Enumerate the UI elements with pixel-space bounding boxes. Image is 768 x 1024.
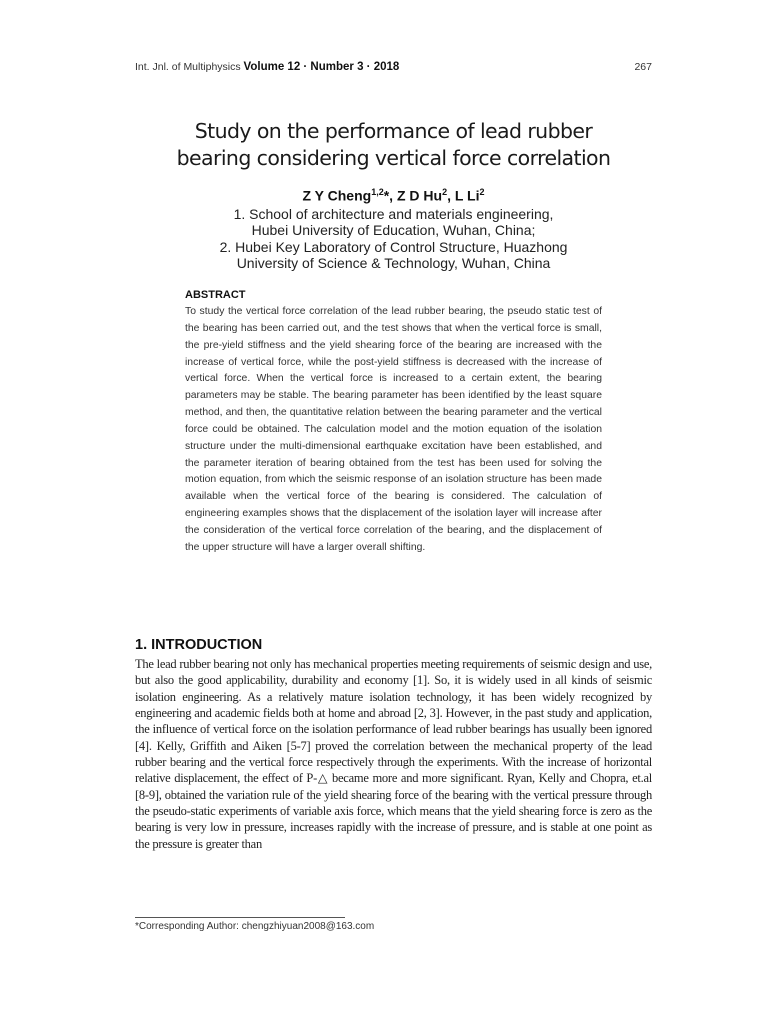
paper-title bbox=[135, 118, 652, 172]
author-2: Z D Hu bbox=[396, 187, 443, 204]
affiliation-line: Hubei University of Education, Wuhan, China; bbox=[251, 222, 536, 238]
affiliation-line: 2. Hubei Key Laboratory of Control Structure, Huazhong bbox=[219, 239, 568, 255]
author-2-affil: 2 bbox=[442, 187, 448, 197]
author-list bbox=[135, 187, 652, 204]
journal-volume: Volume 12 · Number 3 · 2018 bbox=[243, 61, 400, 73]
footnote-divider bbox=[135, 917, 345, 918]
section-heading-introduction: 1. INTRODUCTION bbox=[135, 637, 263, 653]
author-3: L Li bbox=[454, 187, 480, 204]
affiliation-line: University of Science & Technology, Wuhan, China bbox=[236, 255, 551, 271]
page-number: 267 bbox=[634, 61, 652, 73]
introduction-text: The lead rubber bearing not only has mechanical properties meeting requirements of seismic design and use, but also the good applicability, durability and economy [1]. So, it is widely used in all kinds of seismic isolation engineering. As a relatively mature isolation technology, it has been widely recognized by engineering and academic fields both at home and abroad [2, 3]. However, in the past study and application, the influence of vertical force on the isolation performance of lead rubber bearings has usually been ignored [4]. Kelly, Griffith and Aiken [5-7] proved the correlation between the mechanical property of the lead rubber bearing and the vertical force respectively through the experiments. With the increase of horizontal relative displacement, the effect of P-△ became more and more significant. Ryan, Kelly and Chopra, et.al [8-9], obtained the variation rule of the yield shearing force of the bearing with the vertical pressure through the pseudo-static experiments of variable axis force, which means that the yield shearing force is zero as the bearing is very low in pressure, increases rapidly with the increase of pressure, and is stable at one point as the pressure is greater than bbox=[135, 657, 652, 851]
title-line-2: bearing considering vertical force correlation bbox=[176, 146, 611, 170]
corresponding-author-footnote: *Corresponding Author: chengzhiyuan2008@163.com bbox=[135, 921, 375, 932]
author-separator: , bbox=[447, 187, 455, 204]
affiliation-line: 1. School of architecture and materials engineering, bbox=[233, 206, 554, 222]
author-1: Z Y Cheng bbox=[302, 187, 372, 204]
author-3-affil: 2 bbox=[479, 187, 485, 197]
abstract-heading: ABSTRACT bbox=[185, 289, 246, 301]
author-1-affil: 1,2 bbox=[371, 187, 384, 197]
running-header bbox=[135, 60, 652, 76]
title-line-1: Study on the performance of lead rubber bbox=[194, 119, 593, 143]
abstract-text: To study the vertical force correlation of the lead rubber bearing, the pseudo static test of the bearing has been carried out, and the test shows that when the vertical force is small, the pre-yield stiffness and the yield shearing force of the bearing are increased with the increase of vertical force, while the post-yield stiffness is decreased with the increase of vertical force. When the vertical force is increased to a certain extent, the bearing parameters may be stable. The bearing parameter has been identified by the least square method, and then, the quantitative relation between the bearing parameter and the vertical force could be obtained. The calculation model and the motion equation of the isolation structure under the multi-dimensional earthquake excitation have been established, and the parameter iteration of bearing obtained from the test has been used for solving the motion equation, from which the seismic response of an isolation structure has been made available when the vertical force of the bearing is considered. The calculation of engineering examples shows that the displacement of the isolation layer will increase after the consideration of the vertical force correlation of the bearing, and the displacement of the upper structure will have a larger overall shifting. bbox=[185, 306, 602, 553]
journal-name: Int. Jnl. of Multiphysics bbox=[135, 61, 241, 73]
corresponding-mark: *, bbox=[383, 187, 397, 204]
header-journal-info bbox=[135, 61, 399, 73]
